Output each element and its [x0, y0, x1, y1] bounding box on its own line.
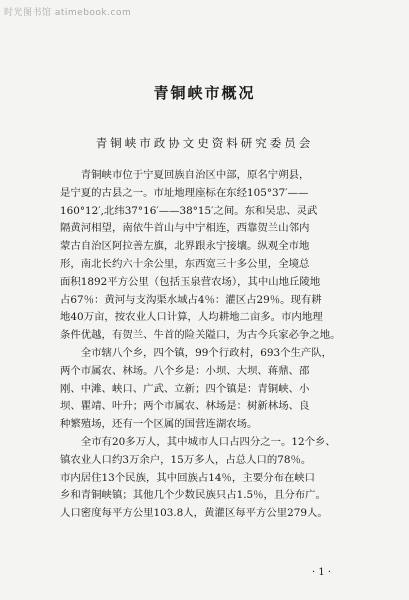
page-number: · 1 · — [312, 567, 332, 578]
body-line: 种繁殖场，还有一个区属的国营连湖农场。 — [60, 418, 258, 431]
body-line: 面积1892平方公里（包括玉泉营农场），其中山地丘陵地 — [60, 275, 321, 288]
article-author: 青铜峡市政协文史资料研究委员会 — [95, 136, 314, 150]
body-line: 镇农业人口约3万余户，15万多人，占总人口的78％。 — [60, 453, 312, 466]
body-line: 市内居住13个民族，其中回族占14％，主要分布在峡口 — [60, 471, 316, 484]
body-line: 全市有20多万人，其中城市人口占四分之一。12个乡、 — [60, 435, 336, 448]
body-line: 占67％：黄河与支沟渠水域占4％：灌区占29％。现有耕 — [60, 293, 322, 306]
body-line: 地40万亩，按农业人口计算，人均耕地二亩多。市内地理 — [60, 311, 323, 324]
article-title: 青铜峡市概况 — [153, 84, 256, 102]
body-line: 乡和青铜峡镇；其他几个少数民族只占1.5％，且分布广。 — [60, 489, 326, 502]
body-line: 160°12′,北纬37°16′——38°15′之间。东和吴忠、灵武 — [60, 204, 318, 217]
body-line: 青铜峡市位于宁夏回族自治区中部，原名宁朔县， — [60, 169, 310, 181]
body-line: 蒙古自治区阿拉善左旗，北界跟永宁接壤。纵观全市地 — [60, 240, 310, 253]
body-line: 隔黄河相望，南依牛首山与中宁相连，西靠贺兰山邻内 — [60, 222, 310, 235]
body-line: 是宁夏的古县之一。市址地理座标在东经105°37′—— — [60, 186, 309, 199]
body-line: 刚、中滩、峡口、广武、立新；四个镇是：青铜峡、小 — [60, 382, 310, 395]
watermark: 时光图书馆 atimebook.com — [4, 8, 132, 18]
body-line: 全市辖八个乡，四个镇，99个行政村，693个生产队， — [60, 346, 333, 359]
body-line: 形，南北长约六十余公里，东西宽三十多公里，全境总 — [60, 257, 310, 270]
body-line: 人口密度每平方公里103.8人，黄灌区每平方公里279人。 — [60, 507, 328, 520]
article-body — [60, 167, 360, 523]
body-line: 坝、瞿靖、叶升；两个市属农、林场是：树新林场、良 — [60, 400, 310, 413]
body-line: 两个市属农、林场。八个乡是：小坝、大坝、蒋鼎、邵 — [60, 364, 310, 377]
body-line: 条件优越，有贺兰、牛首的险关隘口，为古今兵家必争之地。 — [60, 329, 341, 342]
